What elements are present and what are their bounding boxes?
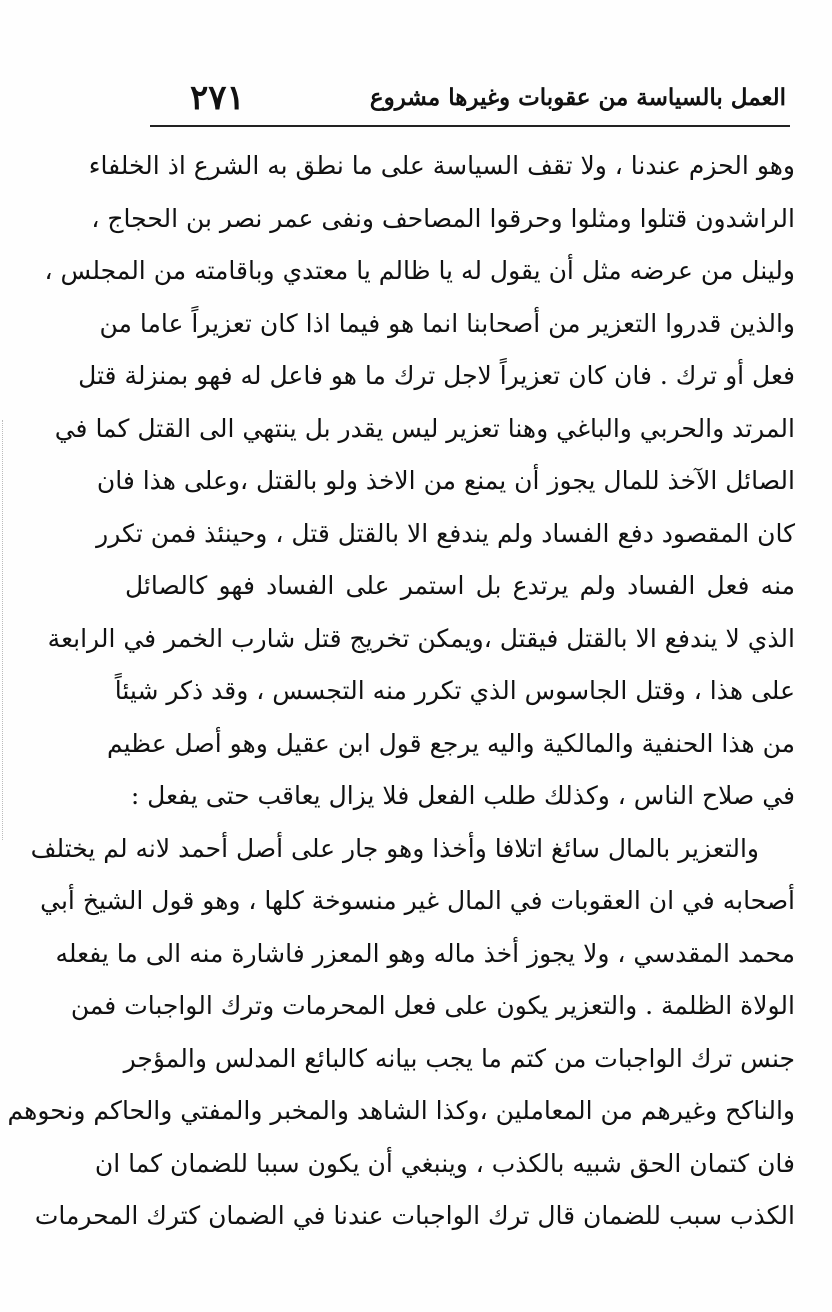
text-line: وهو الحزم عندنا ، ولا تقف السياسة على ما نطق به الشرع اذ الخلفاء (88, 151, 795, 180)
text-line: كان المقصود دفع الفساد ولم يندفع الا بالقتل قتل ، وحينئذ فمن تكرر (96, 518, 795, 548)
text-line: على هذا ، وقتل الجاسوس الذي تكرر منه التجسس ، وقد ذكر شيئاً (114, 676, 795, 705)
paragraph-start-line: والتعزير بالمال سائغ اتلافا وأخذا وهو جار على أصل أحمد لانه لم يختلف (30, 833, 759, 863)
body-text (7, 140, 795, 1243)
text-line: ولينل من عرضه مثل أن يقول له يا ظالم يا معتدي وباقامته من المجلس ، (44, 256, 795, 285)
header-rule (150, 125, 790, 127)
text-line: والناكح وغيرهم من المعاملين ،وكذا الشاهد والمخبر والمفتي والحاكم ونحوهم (7, 1096, 795, 1125)
page-number: ٢٧١ (190, 78, 245, 118)
text-line: في صلاح الناس ، وكذلك طلب الفعل فلا يزال يعاقب حتى يفعل : (130, 781, 795, 810)
text-line: من هذا الحنفية والمالكية واليه يرجع قول ابن عقيل وهو أصل عظيم (107, 728, 795, 758)
text-line: الراشدون قتلوا ومثلوا وحرقوا المصاحف ونفى عمر نصر بن الحجاج ، (91, 203, 795, 233)
text-line: فعل أو ترك . فان كان تعزيراً لاجل ترك ما هو فاعل له فهو بمنزلة قتل (78, 361, 795, 390)
text-line: الولاة الظلمة . والتعزير يكون على فعل المحرمات وترك الواجبات فمن (70, 991, 795, 1020)
page-edge-mark (2, 420, 4, 840)
text-line: منه فعل الفساد ولم يرتدع بل استمر على الفساد فهو كالصائل (125, 571, 795, 600)
text-line: جنس ترك الواجبات من كتم ما يجب بيانه كالبائع المدلس والمؤجر (123, 1043, 795, 1073)
text-line: الذي لا يندفع الا بالقتل فيقتل ،ويمكن تخريج قتل شارب الخمر في الرابعة (47, 623, 795, 653)
text-line: الصائل الآخذ للمال يجوز أن يمنع من الاخذ ولو بالقتل ،وعلى هذا فان (96, 466, 795, 495)
running-title: العمل بالسياسة من عقوبات وغيرها مشروع (369, 84, 786, 111)
text-line: والذين قدروا التعزير من أصحابنا انما هو فيما اذا كان تعزيراً عاما من (99, 308, 795, 338)
text-line: المرتد والحربي والباغي وهنا تعزير ليس يقدر بل ينتهي الى القتل كما في (54, 413, 795, 443)
text-line: محمد المقدسي ، ولا يجوز أخذ ماله وهو المعزر فاشارة منه الى ما يفعله (55, 938, 795, 968)
page-header (150, 78, 790, 122)
text-line: الكذب سبب للضمان قال ترك الواجبات عندنا في الضمان كترك المحرمات (34, 1201, 795, 1230)
text-line: فان كتمان الحق شبيه بالكذب ، وينبغي أن يكون سببا للضمان كما ان (94, 1148, 795, 1178)
text-line: أصحابه في ان العقوبات في المال غير منسوخة كلها ، وهو قول الشيخ أبي (40, 886, 795, 915)
